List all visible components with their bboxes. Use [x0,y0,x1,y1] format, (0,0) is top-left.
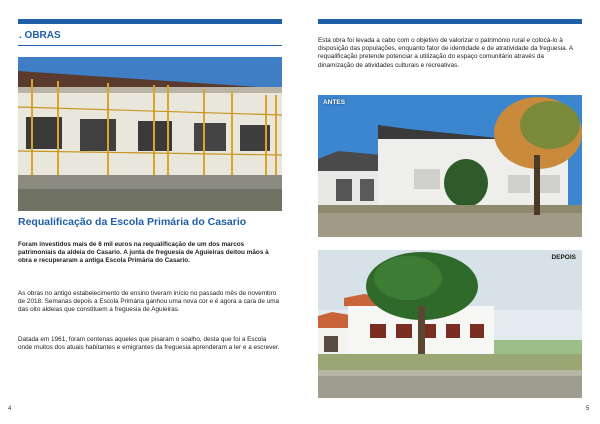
page-number: 5 [586,406,590,412]
body-paragraph: As obras no antigo estabelecimento de ensino tiveram início no passado mês de novembro de 2018. Semanas depois a Escola Primária ganhou uma nova cor e é agora a cara de uma das oito aldeias que constituem a freguesia de Aguieiras. [18,290,280,314]
section-title: . OBRAS [19,30,61,41]
section-header [18,28,282,46]
before-label: ANTES [323,99,346,106]
school-before-photo [318,95,582,237]
school-under-construction-photo [18,57,282,211]
right-body-paragraph: Esta obra foi levada a cabo com o objetivo de valorizar o património rural e colocá-lo à disposição das populações, enquanto fator de identidade e de atratividade da freguesia. A requalificação pretende potenciar a utilização do espaço comunitário através da dinamização de atividades culturais e recreativas. [318,37,573,69]
left-page-top-bar [18,19,282,24]
school-after-photo [318,250,582,398]
article-title: Requalificação da Escola Primária do Casario [18,216,247,228]
right-page-top-bar [318,19,582,24]
after-label: DEPOIS [551,254,576,261]
lead-paragraph: Foram investidos mais de 6 mil euros na requalificação de um dos marcos patrimoniais da aldeia do Casario. A junta de freguesia de Aguieiras deitou mãos à obra e recuperaram a antiga Escola Primária do Casario. [18,241,269,265]
page-number: 4 [8,406,12,412]
body-paragraph: Datada em 1961, foram centenas aqueles que pisaram o soalho, desta que foi a Escola onde muitos dos atuais habitantes e emigrantes da freguesia aprenderam a ler e a escrever. [18,336,280,352]
